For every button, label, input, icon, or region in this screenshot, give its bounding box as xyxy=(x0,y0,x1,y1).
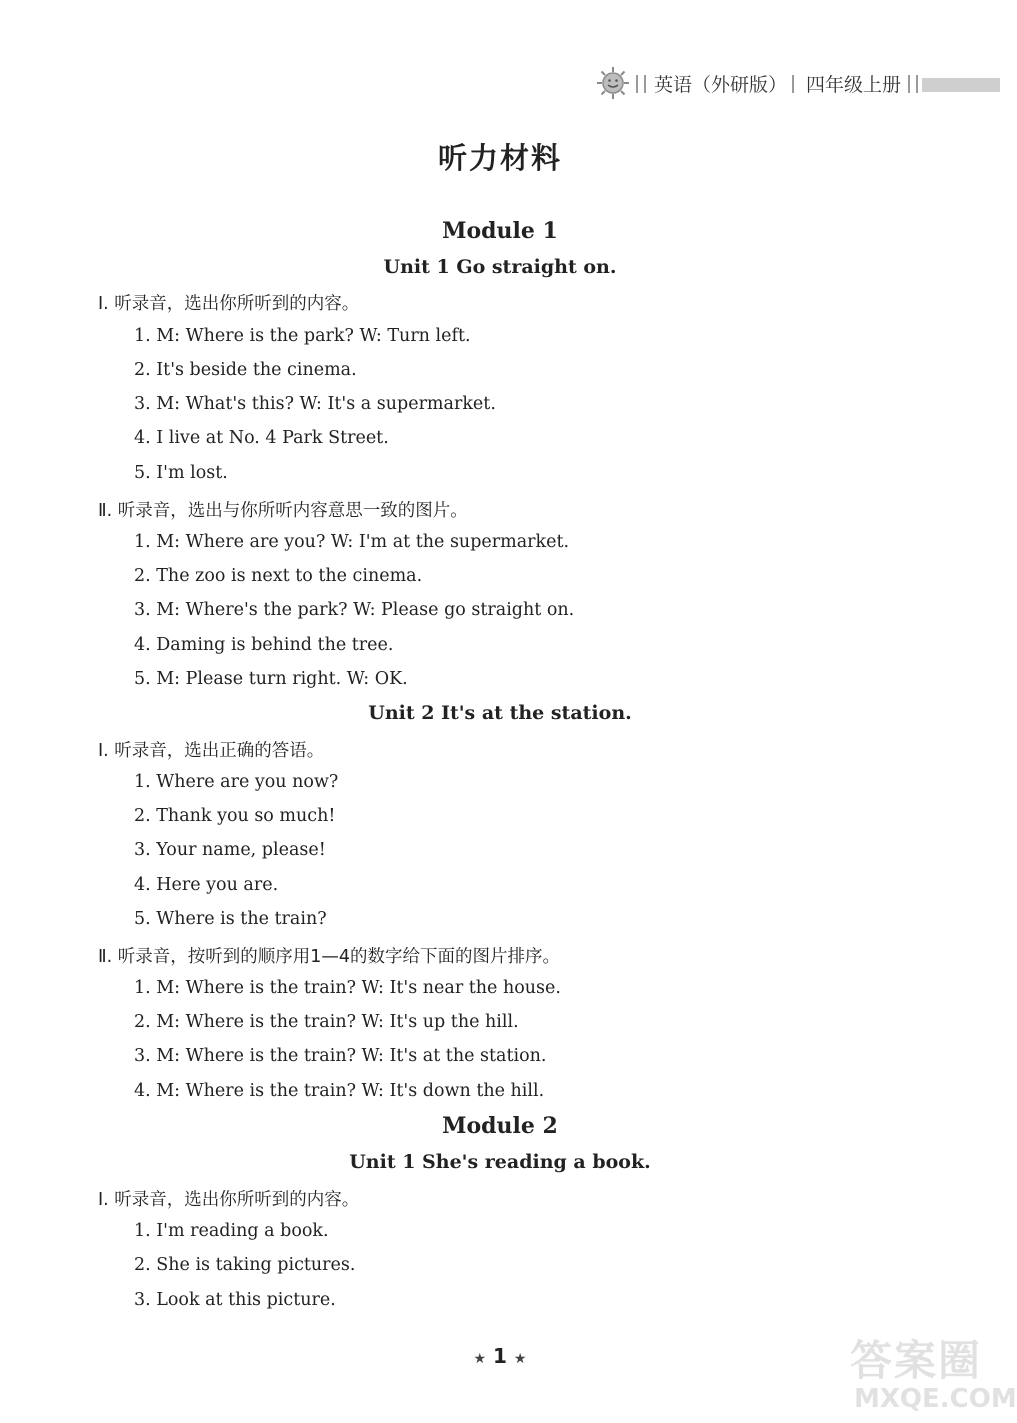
section-title: Ⅰ. 听录音，选出正确的答语。 xyxy=(98,741,325,761)
list-item: 1. M: Where is the park? W: Turn left. xyxy=(134,326,471,346)
header-divider xyxy=(792,75,794,93)
unit-heading: Unit 2 It's at the station. xyxy=(368,702,632,724)
list-item: 2. She is taking pictures. xyxy=(134,1255,356,1275)
list-item: 2. M: Where is the train? W: It's up the hill. xyxy=(134,1012,519,1032)
page-header xyxy=(596,66,1000,102)
list-item: 4. Here you are. xyxy=(134,875,279,895)
list-item: 2. It's beside the cinema. xyxy=(134,360,357,380)
header-divider xyxy=(908,75,918,93)
list-item: 3. M: Where is the train? W: It's at the station. xyxy=(134,1046,547,1066)
list-item: 2. The zoo is next to the cinema. xyxy=(134,566,423,586)
list-item: 3. Look at this picture. xyxy=(134,1290,336,1310)
section-title: Ⅱ. 听录音，选出与你所听内容意思一致的图片。 xyxy=(98,501,468,521)
watermark-logo: 答案圈 xyxy=(850,1336,983,1385)
star-icon: ★ xyxy=(473,1351,487,1367)
watermark xyxy=(840,1328,1017,1423)
header-bar xyxy=(922,78,1000,92)
list-item: 3. M: What's this? W: It's a supermarket. xyxy=(134,394,496,414)
list-item: 1. M: Where is the train? W: It's near the house. xyxy=(134,978,561,998)
page-number-value: 1 xyxy=(493,1344,507,1368)
list-item: 1. Where are you now? xyxy=(134,772,339,792)
section-title: Ⅰ. 听录音，选出你所听到的内容。 xyxy=(98,1190,360,1210)
list-item: 3. M: Where's the park? W: Please go straight on. xyxy=(134,600,575,620)
list-item: 1. I'm reading a book. xyxy=(134,1221,329,1241)
list-item: 1. M: Where are you? W: I'm at the supermarket. xyxy=(134,532,570,552)
list-item: 4. M: Where is the train? W: It's down the hill. xyxy=(134,1081,545,1101)
list-item: 2. Thank you so much! xyxy=(134,806,336,826)
unit-heading: Unit 1 She's reading a book. xyxy=(349,1151,651,1173)
module-heading: Module 2 xyxy=(442,1113,558,1139)
list-item: 3. Your name, please! xyxy=(134,840,326,860)
list-item: 4. I live at No. 4 Park Street. xyxy=(134,428,389,448)
list-item: 5. I'm lost. xyxy=(134,463,228,483)
header-divider xyxy=(636,75,646,93)
list-item: 5. M: Please turn right. W: OK. xyxy=(134,669,408,689)
sun-icon xyxy=(596,66,630,100)
page-title: 听力材料 xyxy=(437,141,562,175)
list-item: 4. Daming is behind the tree. xyxy=(134,635,394,655)
header-grade: 四年级上册 xyxy=(806,74,902,96)
module-heading: Module 1 xyxy=(442,218,558,244)
star-icon: ★ xyxy=(513,1351,527,1367)
header-subject: 英语（外研版） xyxy=(654,74,788,96)
section-title: Ⅱ. 听录音，按听到的顺序用1—4的数字给下面的图片排序。 xyxy=(98,947,561,967)
list-item: 5. Where is the train? xyxy=(134,909,327,929)
section-title: Ⅰ. 听录音，选出你所听到的内容。 xyxy=(98,294,360,314)
watermark-url: MXQE.COM xyxy=(854,1384,1017,1414)
unit-heading: Unit 1 Go straight on. xyxy=(383,256,617,278)
